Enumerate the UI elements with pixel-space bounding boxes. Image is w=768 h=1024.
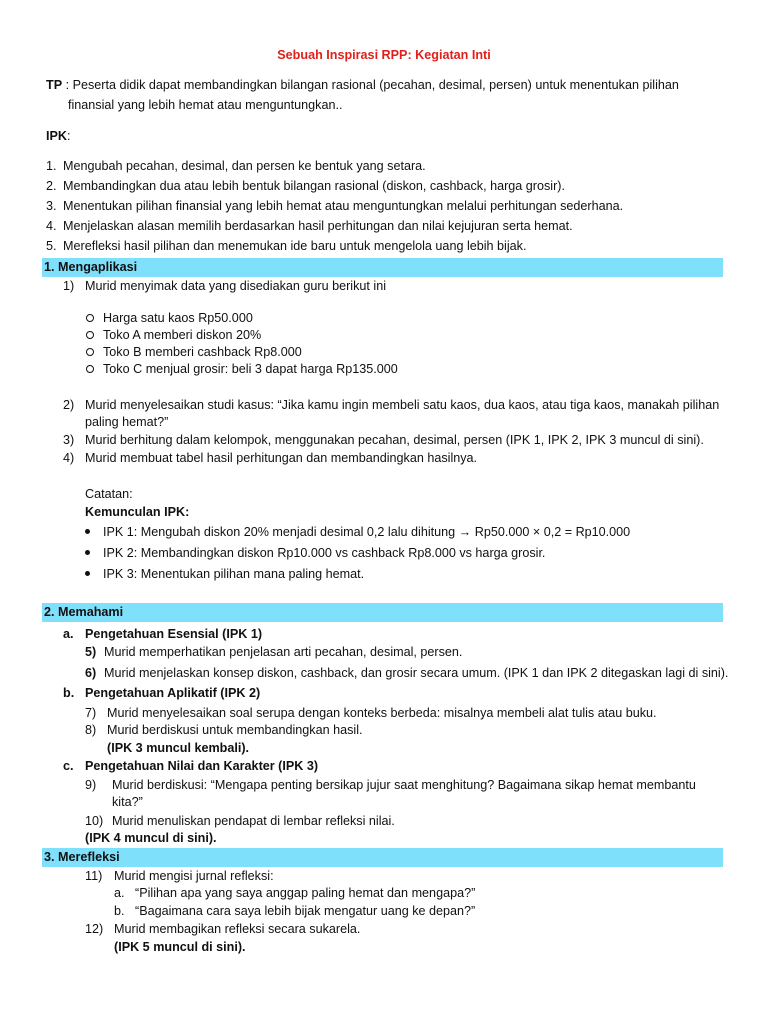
subsection-a-title: Pengetahuan Esensial (IPK 1)	[85, 627, 263, 641]
step-11-sub-a-text: “Pilihan apa yang saya anggap paling hemat dan mengapa?”	[135, 886, 476, 900]
data-bullet-2	[86, 327, 94, 344]
data-bullet-4	[86, 361, 94, 378]
step-10-text: Murid menuliskan pendapat di lembar refleksi nilai.	[112, 814, 395, 828]
bullet-dot-icon	[85, 571, 90, 576]
step-10-num: 10)	[85, 814, 104, 828]
page-title: Sebuah Inspirasi RPP: Kegiatan Inti	[277, 48, 491, 62]
ipk-item-5: Merefleksi hasil pilihan dan menemukan ide baru untuk mengelola uang lebih bijak.	[63, 239, 527, 253]
ipk-item-4: Menjelaskan alasan memilih berdasarkan hasil perhitungan dan nilai kejujuran serta hemat.	[63, 219, 573, 233]
ipk-heading	[46, 128, 71, 145]
data-bullet-1	[86, 310, 94, 327]
step-12-num: 12)	[85, 922, 104, 936]
step-4-num: 4)	[63, 451, 75, 465]
section-1-heading: 1. Mengaplikasi	[44, 260, 138, 274]
step-9-text-2: kita?”	[112, 795, 143, 809]
step-7-text: Murid menyelesaikan soal serupa dengan konteks berbeda: misalnya membeli alat tulis atau buku.	[107, 706, 657, 720]
section-3-bar	[42, 848, 723, 867]
emergence-bullet-3	[85, 566, 90, 583]
tp-text-1: : Peserta didik dapat membandingkan bilangan rasional (pecahan, desimal, persen) untuk menentukan pilihan	[62, 78, 679, 92]
ipk-num-4: 4.	[46, 219, 57, 233]
step-11-text: Murid mengisi jurnal refleksi:	[114, 869, 274, 883]
ipk-item-3: Menentukan pilihan finansial yang lebih hemat atau menguntungkan melalui perhitungan sederhana.	[63, 199, 624, 213]
step-8-text: Murid berdiskusi untuk membandingkan hasil.	[107, 723, 363, 737]
step-9-text-1: Murid berdiskusi: “Mengapa penting bersikap jujur saat menghitung? Bagaimana sikap hemat membantu	[112, 778, 696, 792]
subsection-b-title: Pengetahuan Aplikatif (IPK 2)	[85, 686, 261, 700]
section-2-heading: 2. Memahami	[44, 605, 124, 619]
ipk-num-5: 5.	[46, 239, 57, 253]
step-11-sub-b-text: “Bagaimana cara saya lebih bijak mengatur uang ke depan?”	[135, 904, 476, 918]
tp-line-2: finansial yang lebih hemat atau menguntungkan..	[68, 98, 343, 112]
step-2-text-2: paling hemat?”	[85, 415, 169, 429]
step-12-text: Murid membagikan refleksi secara sukarela.	[114, 922, 361, 936]
ipk-colon: :	[67, 129, 71, 143]
data-item-2: Toko A memberi diskon 20%	[103, 328, 262, 342]
ipk-num-1: 1.	[46, 159, 57, 173]
step-3-num: 3)	[63, 433, 75, 447]
section-2-bar	[42, 603, 723, 622]
ipk-num-2: 2.	[46, 179, 57, 193]
step-1-num: 1)	[63, 279, 75, 293]
ipk-item-2: Membandingkan dua atau lebih bentuk bilangan rasional (diskon, cashback, harga grosir).	[63, 179, 565, 193]
step-4-text: Murid membuat tabel hasil perhitungan dan membandingkan hasilnya.	[85, 451, 478, 465]
step-8-note: (IPK 3 muncul kembali).	[107, 741, 250, 755]
bullet-dot-icon	[85, 550, 90, 555]
bullet-dot-icon	[85, 529, 90, 534]
circle-bullet-icon	[86, 331, 94, 339]
subsection-b-letter: b.	[63, 686, 75, 700]
section-1-bar	[42, 258, 723, 277]
tp-line-1	[46, 77, 679, 94]
step-6-text: Murid menjelaskan konsep diskon, cashback, dan grosir secara umum. (IPK 1 dan IPK 2 ditegaskan lagi di sini).	[104, 666, 729, 680]
emergence-item-2: IPK 2: Membandingkan diskon Rp10.000 vs cashback Rp8.000 vs harga grosir.	[103, 546, 546, 560]
emergence-item-1: IPK 1: Mengubah diskon 20% menjadi desimal 0,2 lalu dihitung → Rp50.000 × 0,2 = Rp10.000	[103, 525, 631, 539]
step-5-text: Murid memperhatikan penjelasan arti pecahan, desimal, persen.	[104, 645, 463, 659]
step-11-num: 11)	[85, 869, 103, 883]
note-label: Catatan:	[85, 487, 133, 501]
subsection-c-letter: c.	[63, 759, 74, 773]
emergence-bullet-2	[85, 545, 90, 562]
subsection-a-letter: a.	[63, 627, 74, 641]
data-bullet-3	[86, 344, 94, 361]
emergence-label: Kemunculan IPK:	[85, 505, 190, 519]
step-5-num: 5)	[85, 645, 97, 659]
ipk-label: IPK	[46, 129, 67, 143]
step-6-num: 6)	[85, 666, 97, 680]
circle-bullet-icon	[86, 314, 94, 322]
step-3-text: Murid berhitung dalam kelompok, menggunakan pecahan, desimal, persen (IPK 1, IPK 2, IPK 3 muncul di sini).	[85, 433, 704, 447]
data-item-1: Harga satu kaos Rp50.000	[103, 311, 253, 325]
ipk-num-3: 3.	[46, 199, 57, 213]
step-2-num: 2)	[63, 398, 75, 412]
subsection-c-title: Pengetahuan Nilai dan Karakter (IPK 3)	[85, 759, 319, 773]
step-1-text: Murid menyimak data yang disediakan guru berikut ini	[85, 279, 387, 293]
data-item-3: Toko B memberi cashback Rp8.000	[103, 345, 302, 359]
ipk-item-1: Mengubah pecahan, desimal, dan persen ke bentuk yang setara.	[63, 159, 426, 173]
step-7-num: 7)	[85, 706, 97, 720]
section-2-note: (IPK 4 muncul di sini).	[85, 831, 217, 845]
section-3-heading: 3. Merefleksi	[44, 850, 120, 864]
step-8-num: 8)	[85, 723, 97, 737]
data-item-4: Toko C menjual grosir: beli 3 dapat harga Rp135.000	[103, 362, 398, 376]
tp-label: TP	[46, 78, 63, 92]
emergence-item-3: IPK 3: Menentukan pilihan mana paling hemat.	[103, 567, 365, 581]
step-2-text-1: Murid menyelesaikan studi kasus: “Jika kamu ingin membeli satu kaos, dua kaos, atau tiga kaos, manakah pilihan	[85, 398, 720, 412]
step-11-sub-b-letter: b.	[114, 904, 125, 918]
step-11-sub-a-letter: a.	[114, 886, 125, 900]
step-9-num: 9)	[85, 778, 97, 792]
emergence-bullet-1	[85, 524, 90, 541]
circle-bullet-icon	[86, 348, 94, 356]
section-3-note: (IPK 5 muncul di sini).	[114, 940, 246, 954]
circle-bullet-icon	[86, 365, 94, 373]
